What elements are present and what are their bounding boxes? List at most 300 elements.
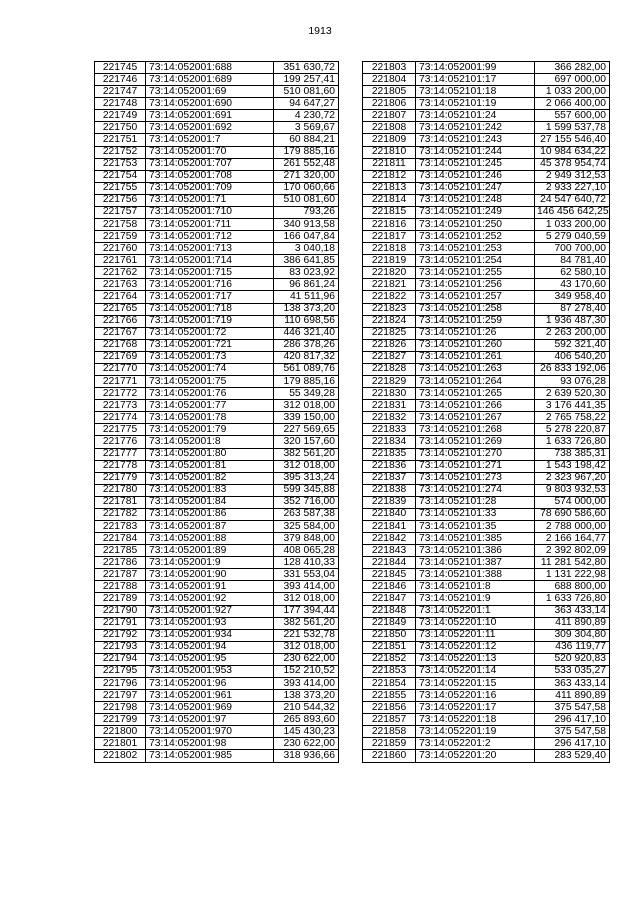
value-cell: 146 456 642,25 [535,206,610,218]
row-number-cell: 221816 [363,219,416,231]
value-cell: 574 000,00 [535,496,610,508]
value-cell: 510 081,60 [274,86,339,98]
row-number-cell: 221821 [363,279,416,291]
table-row [363,303,610,315]
value-cell: 10 984 634,22 [535,146,610,158]
cadastral-number-cell: 73:14:052001:99 [416,62,535,74]
row-number-cell: 221806 [363,98,416,110]
value-cell: 320 157,60 [274,436,339,448]
row-number-cell: 221748 [95,98,146,110]
cadastral-number-cell: 73:14:052001:716 [146,279,274,291]
value-cell: 83 023,92 [274,267,339,279]
cadastral-number-cell: 73:14:052001:71 [146,194,274,206]
table-row [95,690,339,702]
cadastral-number-cell: 73:14:052101:268 [416,424,535,436]
table-row [363,86,610,98]
table-row [363,593,610,605]
value-cell: 599 345,88 [274,484,339,496]
table-row [95,412,339,424]
value-cell: 230 622,00 [274,738,339,750]
value-cell: 2 166 164,77 [535,533,610,545]
table-row [95,726,339,738]
table-row [363,206,610,218]
table-row [95,605,339,617]
table-row [363,339,610,351]
row-number-cell: 221841 [363,520,416,532]
row-number-cell: 221788 [95,581,146,593]
row-number-cell: 221857 [363,714,416,726]
value-cell: 170 060,66 [274,182,339,194]
value-cell: 41 511,96 [274,291,339,303]
row-number-cell: 221756 [95,194,146,206]
row-number-cell: 221827 [363,351,416,363]
table-row [95,303,339,315]
value-cell: 296 417,10 [535,738,610,750]
table-row [363,363,610,375]
row-number-cell: 221832 [363,412,416,424]
value-cell: 349 958,40 [535,291,610,303]
row-number-cell: 221781 [95,496,146,508]
value-cell: 2 263 200,00 [535,327,610,339]
row-number-cell: 221826 [363,339,416,351]
value-cell: 386 641,85 [274,255,339,267]
row-number-cell: 221761 [95,255,146,267]
cadastral-number-cell: 73:14:052101:248 [416,194,535,206]
table-row [363,702,610,714]
table-row [363,605,610,617]
cadastral-number-cell: 73:14:052101:9 [416,593,535,605]
cadastral-number-cell: 73:14:052101:257 [416,291,535,303]
value-cell: 94 647,27 [274,98,339,110]
row-number-cell: 221770 [95,363,146,375]
row-number-cell: 221784 [95,533,146,545]
cadastral-number-cell: 73:14:052001:92 [146,593,274,605]
cadastral-number-cell: 73:14:052101:388 [416,569,535,581]
cadastral-number-cell: 73:14:052001:81 [146,460,274,472]
table-row [95,146,339,158]
table-row [363,400,610,412]
value-cell: 411 890,89 [535,617,610,629]
value-cell: 375 547,58 [535,702,610,714]
row-number-cell: 221813 [363,182,416,194]
row-number-cell: 221812 [363,170,416,182]
value-cell: 138 373,20 [274,303,339,315]
row-number-cell: 221856 [363,702,416,714]
value-cell: 1 936 487,30 [535,315,610,327]
row-number-cell: 221776 [95,436,146,448]
table-row [363,231,610,243]
row-number-cell: 221824 [363,315,416,327]
value-cell: 375 547,58 [535,726,610,738]
cadastral-number-cell: 73:14:052101:33 [416,508,535,520]
value-cell: 520 920,83 [535,653,610,665]
table-row [95,569,339,581]
value-cell: 363 433,14 [535,605,610,617]
cadastral-number-cell: 73:14:052001:714 [146,255,274,267]
cadastral-number-cell: 73:14:052101:264 [416,376,535,388]
value-cell: 318 936,66 [274,750,339,762]
table-row [95,231,339,243]
cadastral-number-cell: 73:14:052001:97 [146,714,274,726]
table-row [95,545,339,557]
cadastral-number-cell: 73:14:052201:12 [416,641,535,653]
row-number-cell: 221855 [363,690,416,702]
row-number-cell: 221773 [95,400,146,412]
table-row [363,690,610,702]
row-number-cell: 221819 [363,255,416,267]
cadastral-number-cell: 73:14:052001:721 [146,339,274,351]
cadastral-number-cell: 73:14:052001:82 [146,472,274,484]
value-cell: 2 949 312,53 [535,170,610,182]
table-row [95,750,339,762]
row-number-cell: 221791 [95,617,146,629]
value-cell: 697 000,00 [535,74,610,86]
cadastral-number-cell: 73:14:052001:927 [146,605,274,617]
cadastral-number-cell: 73:14:052001:75 [146,376,274,388]
table-row [95,74,339,86]
row-number-cell: 221765 [95,303,146,315]
value-cell: 1 033 200,00 [535,219,610,231]
value-cell: 230 622,00 [274,653,339,665]
value-cell: 177 394,44 [274,605,339,617]
value-cell: 393 414,00 [274,581,339,593]
cadastral-number-cell: 73:14:052001:707 [146,158,274,170]
row-number-cell: 221795 [95,665,146,677]
value-cell: 395 313,24 [274,472,339,484]
value-cell: 406 540,20 [535,351,610,363]
row-number-cell: 221804 [363,74,416,86]
cadastral-number-cell: 73:14:052201:11 [416,629,535,641]
row-number-cell: 221852 [363,653,416,665]
table-row [95,472,339,484]
row-number-cell: 221750 [95,122,146,134]
table-row [363,557,610,569]
value-cell: 26 833 192,06 [535,363,610,375]
table-row [95,508,339,520]
row-number-cell: 221783 [95,520,146,532]
cadastral-number-cell: 73:14:052101:17 [416,74,535,86]
value-cell: 110 698,56 [274,315,339,327]
cadastral-number-cell: 73:14:052001:93 [146,617,274,629]
cadastral-number-cell: 73:14:052001:73 [146,351,274,363]
table-row [95,291,339,303]
cadastral-number-cell: 73:14:052001:91 [146,581,274,593]
value-cell: 2 392 802,09 [535,545,610,557]
row-number-cell: 221755 [95,182,146,194]
cadastral-number-cell: 73:14:052001:690 [146,98,274,110]
cadastral-number-cell: 73:14:052001:713 [146,243,274,255]
cadastral-number-cell: 73:14:052001:953 [146,665,274,677]
value-cell: 271 320,00 [274,170,339,182]
table-row [363,714,610,726]
value-cell: 331 553,04 [274,569,339,581]
value-cell: 145 430,23 [274,726,339,738]
row-number-cell: 221840 [363,508,416,520]
cadastral-number-cell: 73:14:052001:692 [146,122,274,134]
cadastral-number-cell: 73:14:052201:17 [416,702,535,714]
table-row [363,388,610,400]
value-cell: 312 018,00 [274,460,339,472]
value-cell: 420 817,32 [274,351,339,363]
row-number-cell: 221769 [95,351,146,363]
value-cell: 366 282,00 [535,62,610,74]
table-row [363,134,610,146]
row-number-cell: 221747 [95,86,146,98]
row-number-cell: 221808 [363,122,416,134]
table-row [363,641,610,653]
row-number-cell: 221780 [95,484,146,496]
value-cell: 340 913,58 [274,219,339,231]
value-cell: 2 788 000,00 [535,520,610,532]
row-number-cell: 221848 [363,605,416,617]
row-number-cell: 221830 [363,388,416,400]
cadastral-number-cell: 73:14:052001:934 [146,629,274,641]
cadastral-number-cell: 73:14:052201:1 [416,605,535,617]
table-row [95,557,339,569]
row-number-cell: 221822 [363,291,416,303]
row-number-cell: 221847 [363,593,416,605]
cadastral-number-cell: 73:14:052101:26 [416,327,535,339]
table-row [363,436,610,448]
cadastral-number-cell: 73:14:052101:260 [416,339,535,351]
row-number-cell: 221751 [95,134,146,146]
cadastral-number-cell: 73:14:052101:246 [416,170,535,182]
cadastral-number-cell: 73:14:052201:10 [416,617,535,629]
row-number-cell: 221825 [363,327,416,339]
value-cell: 128 410,33 [274,557,339,569]
table-row [95,134,339,146]
value-cell: 339 150,00 [274,412,339,424]
value-cell: 87 278,40 [535,303,610,315]
cadastral-number-cell: 73:14:052001:7 [146,134,274,146]
row-number-cell: 221818 [363,243,416,255]
table-row [363,146,610,158]
value-cell: 561 089,76 [274,363,339,375]
value-cell: 179 885,16 [274,146,339,158]
row-number-cell: 221754 [95,170,146,182]
value-cell: 738 385,31 [535,448,610,460]
row-number-cell: 221831 [363,400,416,412]
cadastral-number-cell: 73:14:052001:86 [146,508,274,520]
row-number-cell: 221802 [95,750,146,762]
table-row [95,714,339,726]
row-number-cell: 221775 [95,424,146,436]
table-row [95,436,339,448]
value-cell: 510 081,60 [274,194,339,206]
cadastral-number-cell: 73:14:052001:69 [146,86,274,98]
table-row [363,267,610,279]
row-number-cell: 221853 [363,665,416,677]
value-cell: 93 076,28 [535,376,610,388]
row-number-cell: 221834 [363,436,416,448]
cadastral-number-cell: 73:14:052101:8 [416,581,535,593]
value-cell: 411 890,89 [535,690,610,702]
cadastral-number-cell: 73:14:052101:242 [416,122,535,134]
table-row [363,569,610,581]
value-cell: 533 035,27 [535,665,610,677]
table-row [363,726,610,738]
row-number-cell: 221778 [95,460,146,472]
row-number-cell: 221785 [95,545,146,557]
table-row [363,629,610,641]
value-cell: 166 047,84 [274,231,339,243]
ledger-table-left [94,61,339,763]
value-cell: 1 633 726,80 [535,593,610,605]
value-cell: 382 561,20 [274,448,339,460]
cadastral-number-cell: 73:14:052001:969 [146,702,274,714]
cadastral-number-cell: 73:14:052101:263 [416,363,535,375]
value-cell: 199 257,41 [274,74,339,86]
row-number-cell: 221800 [95,726,146,738]
cadastral-number-cell: 73:14:052101:253 [416,243,535,255]
row-number-cell: 221833 [363,424,416,436]
table-row [363,460,610,472]
value-cell: 227 569,65 [274,424,339,436]
value-cell: 4 230,72 [274,110,339,122]
value-cell: 60 884,21 [274,134,339,146]
ledger-table-right [362,61,610,763]
row-number-cell: 221790 [95,605,146,617]
row-number-cell: 221849 [363,617,416,629]
table-row [95,351,339,363]
row-number-cell: 221792 [95,629,146,641]
table-row [363,750,610,762]
value-cell: 1 599 537,78 [535,122,610,134]
cadastral-number-cell: 73:14:052101:243 [416,134,535,146]
table-row [363,496,610,508]
value-cell: 45 378 954,74 [535,158,610,170]
cadastral-number-cell: 73:14:052001:90 [146,569,274,581]
value-cell: 325 584,00 [274,520,339,532]
value-cell: 9 803 932,53 [535,484,610,496]
row-number-cell: 221828 [363,363,416,375]
value-cell: 210 544,32 [274,702,339,714]
table-row [95,243,339,255]
table-row [363,351,610,363]
table-row [363,182,610,194]
table-row [95,400,339,412]
cadastral-number-cell: 73:14:052201:16 [416,690,535,702]
cadastral-number-cell: 73:14:052001:961 [146,690,274,702]
table-row [95,339,339,351]
cadastral-number-cell: 73:14:052001:74 [146,363,274,375]
table-row [363,412,610,424]
value-cell: 700 700,00 [535,243,610,255]
value-cell: 11 281 542,80 [535,557,610,569]
row-number-cell: 221760 [95,243,146,255]
cadastral-number-cell: 73:14:052001:711 [146,219,274,231]
row-number-cell: 221758 [95,219,146,231]
cadastral-number-cell: 73:14:052001:70 [146,146,274,158]
table-row [95,702,339,714]
table-row [95,122,339,134]
row-number-cell: 221768 [95,339,146,351]
table-row [95,363,339,375]
row-number-cell: 221807 [363,110,416,122]
table-row [95,641,339,653]
value-cell: 1 131 222,98 [535,569,610,581]
value-cell: 393 414,00 [274,677,339,689]
table-row [95,62,339,74]
value-cell: 351 630,72 [274,62,339,74]
table-row [363,677,610,689]
table-row [95,460,339,472]
row-number-cell: 221793 [95,641,146,653]
value-cell: 2 639 520,30 [535,388,610,400]
row-number-cell: 221814 [363,194,416,206]
table-row [363,194,610,206]
cadastral-number-cell: 73:14:052101:244 [416,146,535,158]
cadastral-number-cell: 73:14:052001:83 [146,484,274,496]
table-row [95,170,339,182]
value-cell: 179 885,16 [274,376,339,388]
cadastral-number-cell: 73:14:052101:270 [416,448,535,460]
table-row [363,653,610,665]
row-number-cell: 221843 [363,545,416,557]
row-number-cell: 221787 [95,569,146,581]
value-cell: 27 155 546,40 [535,134,610,146]
table-row [95,665,339,677]
table-row [363,448,610,460]
table-row [363,665,610,677]
row-number-cell: 221794 [95,653,146,665]
row-number-cell: 221766 [95,315,146,327]
row-number-cell: 221815 [363,206,416,218]
cadastral-number-cell: 73:14:052001:76 [146,388,274,400]
cadastral-number-cell: 73:14:052001:691 [146,110,274,122]
cadastral-number-cell: 73:14:052201:13 [416,653,535,665]
cadastral-number-cell: 73:14:052001:9 [146,557,274,569]
cadastral-number-cell: 73:14:052101:269 [416,436,535,448]
cadastral-number-cell: 73:14:052101:267 [416,412,535,424]
cadastral-number-cell: 73:14:052001:970 [146,726,274,738]
cadastral-number-cell: 73:14:052101:387 [416,557,535,569]
row-number-cell: 221745 [95,62,146,74]
cadastral-number-cell: 73:14:052101:258 [416,303,535,315]
value-cell: 312 018,00 [274,641,339,653]
value-cell: 261 552,48 [274,158,339,170]
row-number-cell: 221820 [363,267,416,279]
row-number-cell: 221797 [95,690,146,702]
value-cell: 446 321,40 [274,327,339,339]
row-number-cell: 221829 [363,376,416,388]
value-cell: 221 532,78 [274,629,339,641]
table-row [95,738,339,750]
cadastral-number-cell: 73:14:052001:708 [146,170,274,182]
cadastral-number-cell: 73:14:052201:20 [416,750,535,762]
row-number-cell: 221811 [363,158,416,170]
value-cell: 62 580,10 [535,267,610,279]
cadastral-number-cell: 73:14:052001:688 [146,62,274,74]
table-row [363,581,610,593]
cadastral-number-cell: 73:14:052101:254 [416,255,535,267]
table-row [95,255,339,267]
value-cell: 286 378,26 [274,339,339,351]
cadastral-number-cell: 73:14:052101:35 [416,520,535,532]
cadastral-number-cell: 73:14:052101:259 [416,315,535,327]
table-row [95,376,339,388]
table-row [363,376,610,388]
cadastral-number-cell: 73:14:052001:715 [146,267,274,279]
cadastral-number-cell: 73:14:052101:386 [416,545,535,557]
value-cell: 152 210,52 [274,665,339,677]
value-cell: 1 543 198,42 [535,460,610,472]
row-number-cell: 221772 [95,388,146,400]
row-number-cell: 221753 [95,158,146,170]
cadastral-number-cell: 73:14:052001:84 [146,496,274,508]
table-row [363,520,610,532]
row-number-cell: 221842 [363,533,416,545]
